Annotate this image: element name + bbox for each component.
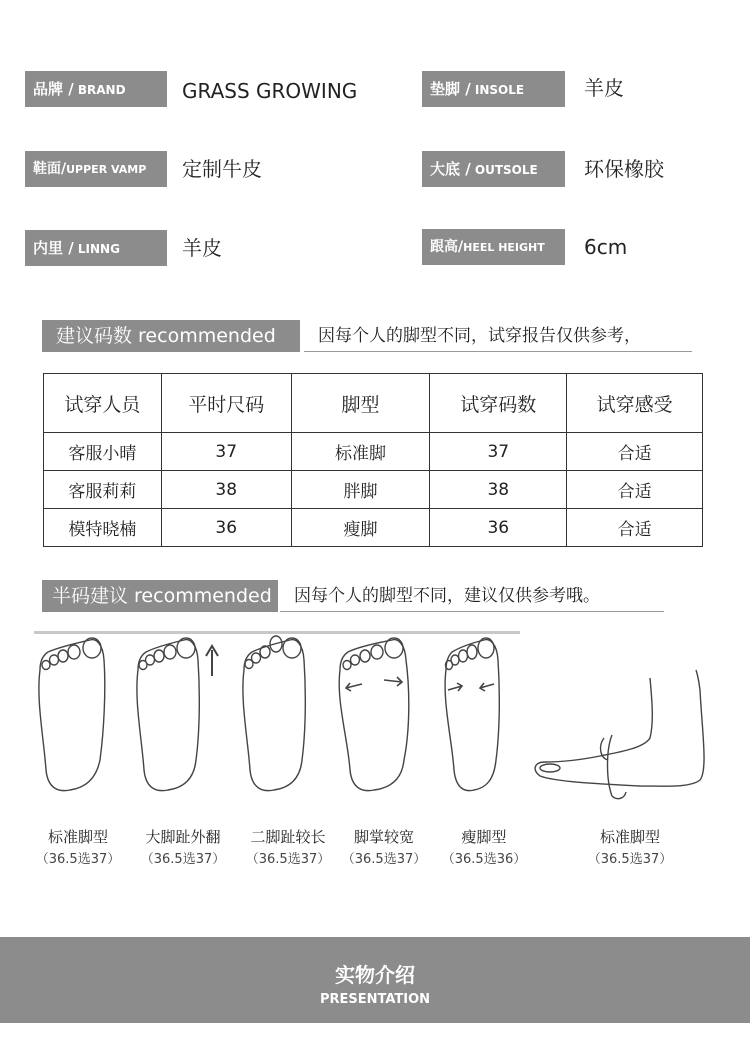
- foot-illustrations: [0, 630, 750, 815]
- heel-height-value: 6cm: [584, 235, 628, 259]
- table-header: 脚型: [291, 374, 430, 433]
- bunion-foot-icon: [137, 638, 218, 791]
- table-cell: 37: [430, 433, 567, 471]
- outsole-value: 环保橡胶: [584, 157, 664, 181]
- heel-height-label: [422, 229, 565, 265]
- side-foot-icon: [535, 670, 704, 799]
- upper-vamp-label-en: UPPER VAMP: [66, 163, 147, 176]
- upper-vamp-label: [25, 151, 167, 187]
- presentation-banner: [0, 937, 750, 1023]
- table-row: [44, 471, 703, 509]
- half-size-header: [42, 580, 664, 612]
- foot-size: （36.5选37）: [245, 852, 331, 867]
- table-cell: 客服莉莉: [44, 471, 162, 509]
- brand-label: [25, 71, 167, 107]
- lining-label-cn: 内里 /: [33, 239, 74, 257]
- table-row: [44, 433, 703, 471]
- table-header: 试穿人员: [44, 374, 162, 433]
- brand-label-en: BRAND: [73, 83, 126, 97]
- recommend-header: [42, 320, 692, 352]
- standard-foot-icon: [39, 638, 105, 791]
- foot-caption: 标准脚型: [47, 828, 108, 846]
- table-cell: 标准脚: [291, 433, 430, 471]
- foot-caption: 脚掌较宽: [353, 828, 414, 846]
- insole-label-en: INSOLE: [470, 83, 525, 97]
- lining-label-en: LINNG: [73, 242, 120, 256]
- half-size-tag: 半码建议 recommended: [42, 580, 278, 612]
- table-cell: 模特晓楠: [44, 509, 162, 547]
- foot-caption: 二脚趾较长: [250, 828, 326, 846]
- table-cell: 36: [161, 509, 291, 547]
- heel-height-label-en: HEEL HEIGHT: [463, 241, 545, 254]
- brand-value: GRASS GROWING: [182, 79, 358, 103]
- table-cell: 合适: [567, 509, 703, 547]
- heel-height-label-cn: 跟高/: [430, 239, 464, 255]
- wide-foot-icon: [339, 638, 409, 791]
- table-header: 试穿码数: [430, 374, 567, 433]
- table-header: 平时尺码: [161, 374, 291, 433]
- insole-label: [422, 71, 565, 107]
- outsole-label-en: OUTSOLE: [470, 163, 538, 177]
- fit-table: [43, 373, 703, 547]
- outsole-label: [422, 151, 565, 187]
- foot-caption: 瘦脚型: [461, 828, 507, 846]
- lining-value: 羊皮: [182, 236, 222, 260]
- foot-size: （36.5选37）: [587, 852, 673, 867]
- outsole-label-cn: 大底 /: [430, 160, 471, 178]
- upper-vamp-label-cn: 鞋面/: [33, 161, 67, 177]
- thin-foot-icon: [445, 638, 499, 791]
- foot-size: （36.5选37）: [35, 852, 121, 867]
- foot-caption: 大脚趾外翻: [145, 828, 221, 846]
- banner-subtitle: PRESENTATION: [319, 992, 431, 1007]
- table-cell: 38: [430, 471, 567, 509]
- recommend-tag: 建议码数 recommended: [42, 320, 300, 352]
- table-cell: 客服小晴: [44, 433, 162, 471]
- table-row: [44, 509, 703, 547]
- insole-value: 羊皮: [584, 76, 624, 100]
- recommend-note: 因每个人的脚型不同，试穿报告仅供参考，: [304, 320, 692, 352]
- table-cell: 合适: [567, 471, 703, 509]
- upper-vamp-value: 定制牛皮: [182, 157, 262, 181]
- table-cell: 37: [161, 433, 291, 471]
- table-cell: 36: [430, 509, 567, 547]
- table-cell: 胖脚: [291, 471, 430, 509]
- table-header-row: [44, 374, 703, 433]
- foot-caption: 标准脚型: [599, 828, 660, 846]
- table-cell: 38: [161, 471, 291, 509]
- table-cell: 合适: [567, 433, 703, 471]
- foot-size: （36.5选36）: [441, 852, 527, 867]
- foot-size: （36.5选37）: [140, 852, 226, 867]
- brand-label-cn: 品牌 /: [33, 80, 74, 98]
- half-size-note: 因每个人的脚型不同，建议仅供参考哦。: [280, 580, 664, 612]
- banner-title: 实物介绍: [335, 963, 415, 987]
- table-header: 试穿感受: [567, 374, 703, 433]
- table-cell: 瘦脚: [291, 509, 430, 547]
- foot-size: （36.5选37）: [341, 852, 427, 867]
- insole-label-cn: 垫脚 /: [430, 80, 471, 98]
- long-second-toe-foot-icon: [243, 636, 305, 791]
- lining-label: [25, 230, 167, 266]
